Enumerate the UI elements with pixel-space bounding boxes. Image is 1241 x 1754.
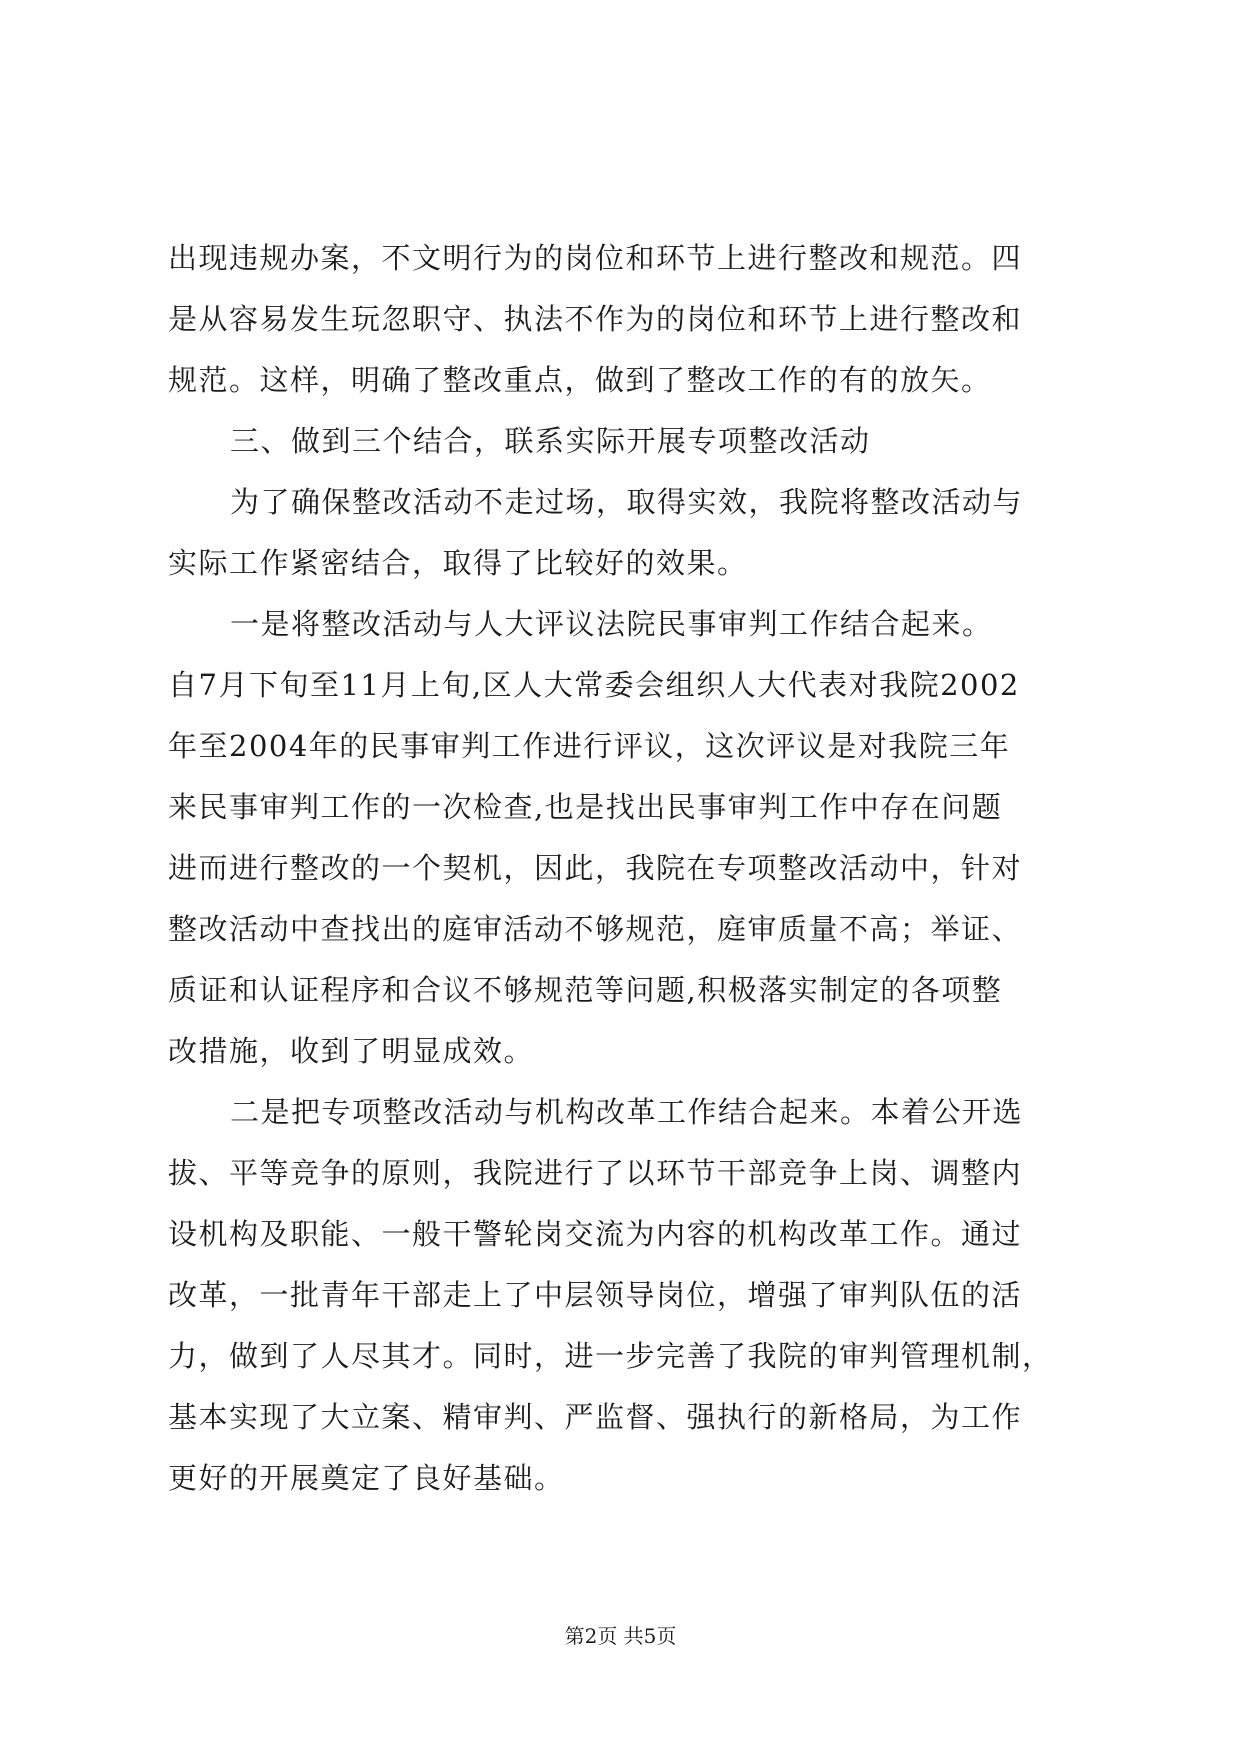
text-line: 力，做到了人尽其才。同时，进一步完善了我院的审判管理机制， bbox=[168, 1339, 1053, 1373]
text-line: 进而进行整改的一个契机，因此，我院在专项整改活动中，针对 bbox=[168, 851, 1023, 885]
page-footer bbox=[0, 1622, 1241, 1650]
text-line: 质证和认证程序和合议不够规范等问题,积极落实制定的各项整 bbox=[168, 973, 1003, 1007]
text-line: 改革，一批青年干部走上了中层领导岗位，增强了审判队伍的活 bbox=[168, 1278, 1023, 1312]
text-line: 改措施，收到了明显成效。 bbox=[168, 1034, 535, 1068]
text-line: 整改活动中查找出的庭审活动不够规范，庭审质量不高；举证、 bbox=[168, 912, 1023, 946]
document-body bbox=[168, 228, 1086, 1509]
text-line: 设机构及职能、一般干警轮岗交流为内容的机构改革工作。通过 bbox=[168, 1217, 1023, 1251]
text-line: 年至2004年的民事审判工作进行评议，这次评议是对我院三年 bbox=[168, 729, 1011, 763]
text-line: 基本实现了大立案、精审判、严监督、强执行的新格局，为工作 bbox=[168, 1400, 1023, 1434]
text-line: 出现违规办案，不文明行为的岗位和环节上进行整改和规范。四 bbox=[168, 241, 1023, 275]
text-line: 一是将整改活动与人大评议法院民事审判工作结合起来。 bbox=[230, 607, 993, 641]
text-line: 来民事审判工作的一次检查,也是找出民事审判工作中存在问题 bbox=[168, 790, 1003, 824]
text-line: 实际工作紧密结合，取得了比较好的效果。 bbox=[168, 546, 748, 580]
text-line: 拔、平等竞争的原则，我院进行了以环节干部竞争上岗、调整内 bbox=[168, 1156, 1023, 1190]
page-number: 第2页 共5页 bbox=[564, 1624, 677, 1648]
text-line: 自7月下旬至11月上旬,区人大常委会组织人大代表对我院2002 bbox=[168, 668, 1020, 702]
section-heading: 三、做到三个结合，联系实际开展专项整改活动 bbox=[230, 424, 871, 458]
text-line: 是从容易发生玩忽职守、执法不作为的岗位和环节上进行整改和 bbox=[168, 302, 1023, 336]
text-line: 二是把专项整改活动与机构改革工作结合起来。本着公开选 bbox=[230, 1095, 1024, 1129]
text-line: 为了确保整改活动不走过场，取得实效，我院将整改活动与 bbox=[230, 485, 1024, 519]
text-line: 更好的开展奠定了良好基础。 bbox=[168, 1461, 565, 1495]
text-line: 规范。这样，明确了整改重点，做到了整改工作的有的放矢。 bbox=[168, 363, 992, 397]
